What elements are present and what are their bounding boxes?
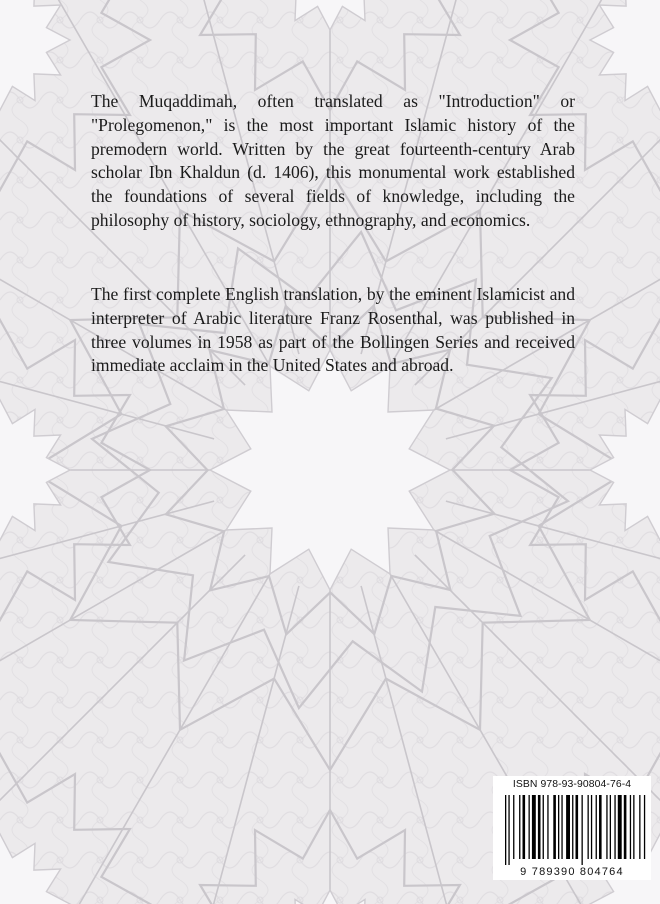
description-paragraph-2: The first complete English translation, by the eminent Islamicist and interpreter of Arabic literature Franz Rosenthal, was published in three volumes in 1958 as part of the Bollingen Series and received immediate acclaim in the United States and abroad. bbox=[91, 284, 575, 376]
isbn-number: ISBN 978-93-90804-76-4 bbox=[512, 779, 632, 790]
barcode-icon bbox=[497, 795, 647, 877]
barcode-digits: 9 789390 804764 bbox=[520, 866, 624, 877]
isbn-barcode-label bbox=[493, 776, 651, 880]
description-paragraph-1: The Muqaddimah, often translated as "Introduction" or "Prolegomenon," is the most important Islamic history of the premodern world. Written by the great fourteenth-century Arab scholar Ibn Khaldun (d. 1406), this monumental work established the foundations of several fields of knowledge, including the philosophy of history, sociology, ethnography, and economics. bbox=[91, 91, 575, 230]
